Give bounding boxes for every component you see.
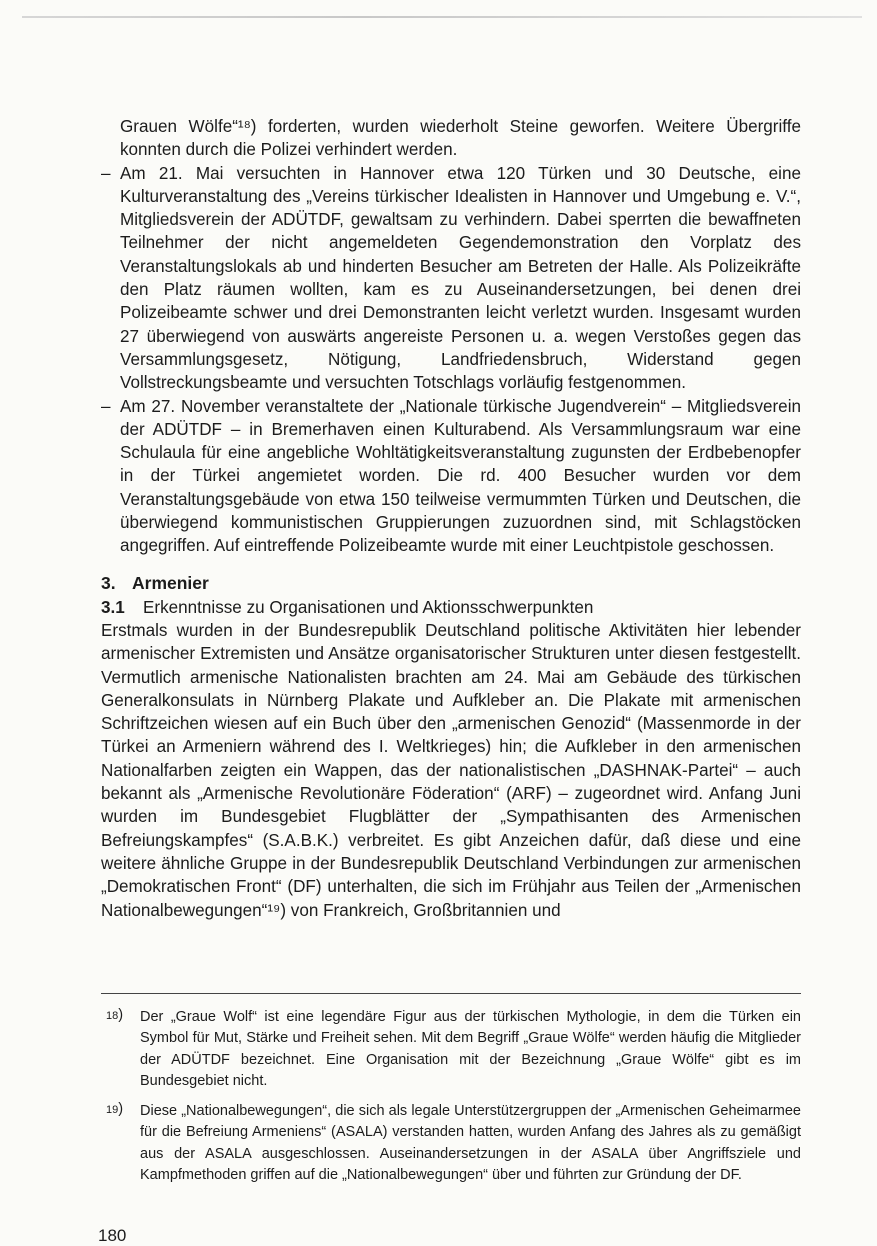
footnote (101, 1007, 801, 1092)
dash-marker: – (101, 396, 111, 416)
subsection-title: Erkenntnisse zu Organisationen und Aktionsschwerpunkten (143, 597, 594, 617)
section-heading (101, 571, 801, 596)
footnote-number: 19) (106, 1101, 124, 1118)
footnote (101, 1101, 801, 1186)
footnote-divider (101, 993, 801, 994)
scan-top-edge (22, 16, 862, 18)
subsection-heading (101, 596, 801, 619)
footnote-number: 18) (106, 1007, 124, 1023)
list-item-text: Am 27. November veranstaltete der „Nationale türkische Jugendverein“ – Mitgliedsverein der ADÜTDF – in Bremerhaven einen Kulturabend. Als Versammlungsraum war eine Schulaula für eine angebliche Wohltätigkeitsveranstaltung zugunsten der Erdbebenopfer in der Türkei angemietet worden. Die rd. 400 Besucher wurden vor dem Veranstaltungsgebäude von etwa 150 teilweise vermummten Türken und Deutschen, die überwiegend kommunistischen Gruppierungen zuzuordnen sind, mit Schlagstöcken angegriffen. Auf eintreffende Polizeibeamte wurde mit einer Leuchtpistole geschossen. (120, 396, 801, 556)
footnotes (101, 1007, 801, 1195)
list-item (101, 162, 801, 395)
section-title: Armenier (132, 572, 209, 593)
dash-marker: – (101, 163, 111, 183)
list-item (101, 395, 801, 558)
list-item-text: Am 21. Mai versuchten in Hannover etwa 120 Türken und 30 Deutsche, eine Kulturveranstaltung des „Vereins türkischer Idealisten in Hannover und Umgebung e. V.“, Mitgliedsverein der ADÜTDF, gewaltsam zu verhindern. Dabei sperrten die bewaffneten Teilnehmer der nicht angemeldeten Gegendemonstration den Vorplatz des Veranstaltungslokals ab und hinderten Besucher am Betreten der Halle. Als Polizeikräfte den Platz räumen wollten, kam es zu Auseinandersetzungen, bei denen drei Polizeibeamte schwer und drei Demonstranten leicht verletzt wurden. Insgesamt wurden 27 überwiegend von auswärts angereiste Personen u. a. wegen Verstoßes gegen das Versammlungsgesetz, Nötigung, Landfriedensbruch, Widerstand gegen Vollstreckungsbeamte und versuchten Totschlags vorläufig festgenommen. (120, 163, 801, 393)
page-number: 180 (98, 1226, 127, 1245)
body-paragraph: Erstmals wurden in der Bundesrepublik Deutschland politische Aktivitäten hier lebender armenischer Extremisten und Ansätze organisatorischer Strukturen unter diesen festgestellt. Vermutlich armenische Nationalisten brachten am 24. Mai am Gebäude des türkischen Generalkonsulats in Nürnberg Plakate und Aufkleber an. Die Plakate mit armenischen Schriftzeichen wiesen auf ein Buch über den „armenischen Genozid“ (Massenmorde in der Türkei an Armeniern während des I. Weltkrieges) hin; die Aufkleber in den armenischen Nationalfarben zeigten ein Wappen, das der nationalistischen „DASHNAK-Partei“ – auch bekannt als „Armenische Revolutionäre Föderation“ (ARF) – zugeordnet wird. Anfang Juni wurden im Bundesgebiet Flugblätter der „Sympathisanten des Armenischen Befreiungskampfes“ (S.A.B.K.) verbreitet. Es gibt Anzeichen dafür, daß diese und eine weitere ähnliche Gruppe in der Bundesrepublik Deutschland Verbindungen zur armenischen „Demokratischen Front“ (DF) unterhalten, die sich im Frühjahr aus Teilen der „Armenischen Nationalbewegungen“¹⁹) von Frankreich, Großbritannien und (101, 620, 801, 920)
continued-paragraph: Grauen Wölfe“¹⁸) forderten, wurden wiederholt Steine geworfen. Weitere Übergriffe konnten durch die Polizei verhindert werden. (120, 117, 801, 160)
main-text (101, 115, 801, 922)
footnote-text: Diese „Nationalbewegungen“, die sich als legale Unterstützergruppen der „Armenischen Geheimarmee für die Befreiung Armeniens“ (ASALA) verstanden hatten, wurden Anfang des Jahres als zu gemäßigt aus der ASALA ausgeschlossen. Auseinandersetzungen in der ASALA über Angriffsziele und Kampfmethoden griffen auf die „Nationalbewegungen“ über und führten zur Gründung der DF. (140, 1103, 801, 1184)
subsection-number: 3.1 (101, 597, 125, 617)
footnote-text: Der „Graue Wolf“ ist eine legendäre Figur aus der türkischen Mythologie, in dem die Türken ein Symbol für Mut, Stärke und Freiheit sehen. Mit dem Begriff „Graue Wölfe“ werden häufig die Mitglieder der ADÜTDF bezeichnet. Eine Organisation mit der Bezeichnung „Graue Wölfe“ gibt es im Bundesgebiet nicht. (140, 1009, 801, 1089)
section-number: 3. (101, 572, 116, 593)
